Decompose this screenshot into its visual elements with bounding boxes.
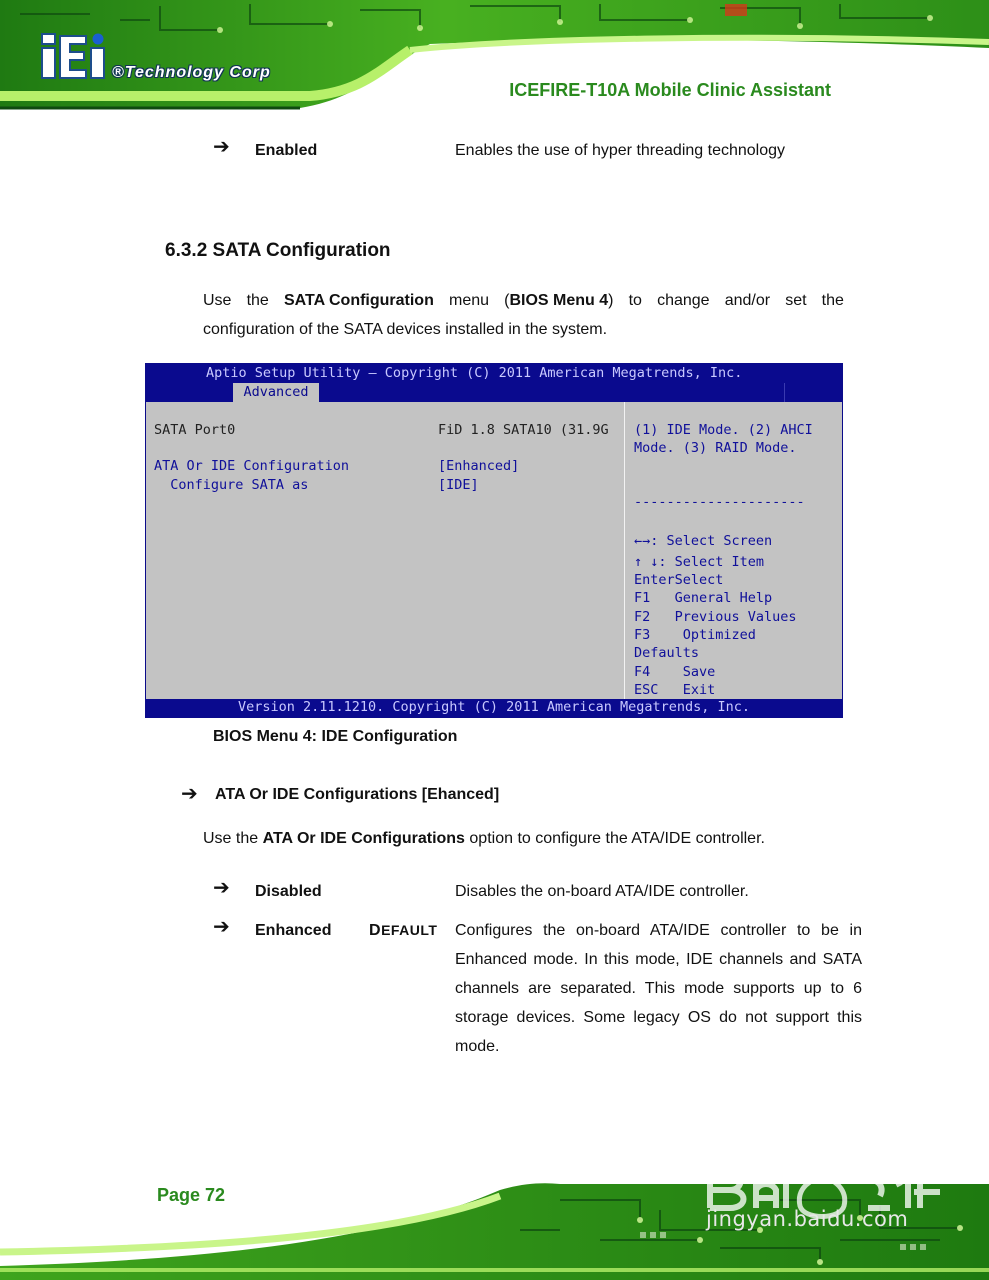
iei-logo	[40, 32, 110, 80]
bios-key-esc: ESC Exit	[634, 682, 716, 698]
bios-help-line: (1) IDE Mode. (2) AHCI	[634, 422, 813, 438]
bios-key-select-screen: ←→: Select Screen	[634, 533, 773, 549]
intro-word: and/or	[724, 292, 771, 309]
intro-word: the	[246, 292, 269, 309]
arrow-icon: ➔	[181, 781, 198, 805]
bios-key-f2: F2 Previous Values	[634, 609, 797, 625]
arrow-icon: ➔	[213, 914, 230, 938]
bios-key-f4: F4 Save	[634, 664, 716, 680]
intro-word: Use	[203, 292, 232, 309]
intro-ref: (BIOS Menu 4)	[504, 292, 614, 309]
desc-line: mode.	[455, 1038, 500, 1055]
bios-panel-divider	[624, 402, 625, 700]
option-name-disabled: Disabled	[255, 883, 322, 900]
option-name-enhanced: Enhanced	[255, 922, 332, 939]
bios-version-bar: Version 2.11.1210. Copyright (C) 2011 American Megatrends, Inc.	[146, 699, 842, 717]
option-desc-enabled: Enables the use of hyper threading technology	[455, 142, 786, 159]
page-number: Page 72	[157, 1185, 226, 1205]
intro-line-2: configuration of the SATA devices installed in the system.	[203, 321, 608, 338]
bios-tab-advanced[interactable]: Advanced	[233, 383, 319, 402]
desc-line: Configures the on-board ATA/IDE controller to be in	[455, 922, 862, 939]
bios-sata-port-label: SATA Port0	[154, 422, 236, 438]
intro-paragraph	[203, 286, 844, 315]
intro-word: set	[785, 292, 807, 309]
bios-help-separator: ---------------------	[634, 494, 805, 510]
intro-word: the	[821, 292, 844, 309]
subsection-heading: ATA Or IDE Configurations [Ehanced]	[215, 786, 500, 803]
option-name-enabled: Enabled	[255, 142, 318, 159]
bios-key-f3: F3 Optimized	[634, 627, 756, 643]
bios-ata-ide-config-label[interactable]: ATA Or IDE Configuration	[154, 458, 350, 474]
bios-help-line: Mode. (3) RAID Mode.	[634, 440, 797, 456]
figure-caption: BIOS Menu 4: IDE Configuration	[213, 728, 458, 745]
section-heading: 6.3.2 SATA Configuration	[165, 240, 391, 261]
desc-line: storage devices. Some legacy OS do not support this	[455, 1009, 862, 1026]
bios-sata-port-value: FiD 1.8 SATA10 (31.9G	[438, 422, 609, 438]
bios-ata-ide-config-value[interactable]: [Enhanced]	[438, 458, 520, 474]
bios-title-bar	[146, 364, 842, 402]
intro-word: change	[657, 292, 710, 309]
intro-word: menu	[448, 292, 490, 309]
bios-configure-sata-label[interactable]: Configure SATA as	[154, 477, 309, 493]
bios-key-select-item: ↑ ↓: Select Item	[634, 554, 765, 570]
default-tag: DEFAULT	[369, 922, 438, 939]
bios-key-f3-cont: Defaults	[634, 645, 700, 661]
intro-term: SATA Configuration	[283, 292, 434, 309]
document-title: ICEFIRE-T10A Mobile Clinic Assistant	[509, 80, 831, 100]
desc-line: channels are separated. This mode supports up to 6	[455, 980, 862, 997]
bios-key-f1: F1 General Help	[634, 590, 773, 606]
intro-word: to	[628, 292, 642, 309]
ata-description: Use the ATA Or IDE Configurations option to configure the ATA/IDE controller.	[203, 830, 765, 847]
bios-configure-sata-value[interactable]: [IDE]	[438, 477, 479, 493]
bios-tab-divider	[784, 383, 785, 402]
company-name: ®Technology Corp	[112, 64, 271, 81]
bios-key-enter: EnterSelect	[634, 572, 724, 588]
option-desc-disabled: Disables the on-board ATA/IDE controller.	[455, 883, 749, 900]
bios-screenshot	[145, 363, 843, 718]
arrow-icon: ➔	[213, 875, 230, 899]
arrow-icon: ➔	[213, 134, 230, 158]
watermark-text: jingyan.baidu.com	[706, 1207, 909, 1231]
header-banner	[0, 0, 989, 118]
desc-line: Enhanced mode. In this mode, IDE channels and SATA	[455, 951, 862, 968]
bios-title: Aptio Setup Utility – Copyright (C) 2011 American Megatrends, Inc.	[206, 365, 743, 381]
